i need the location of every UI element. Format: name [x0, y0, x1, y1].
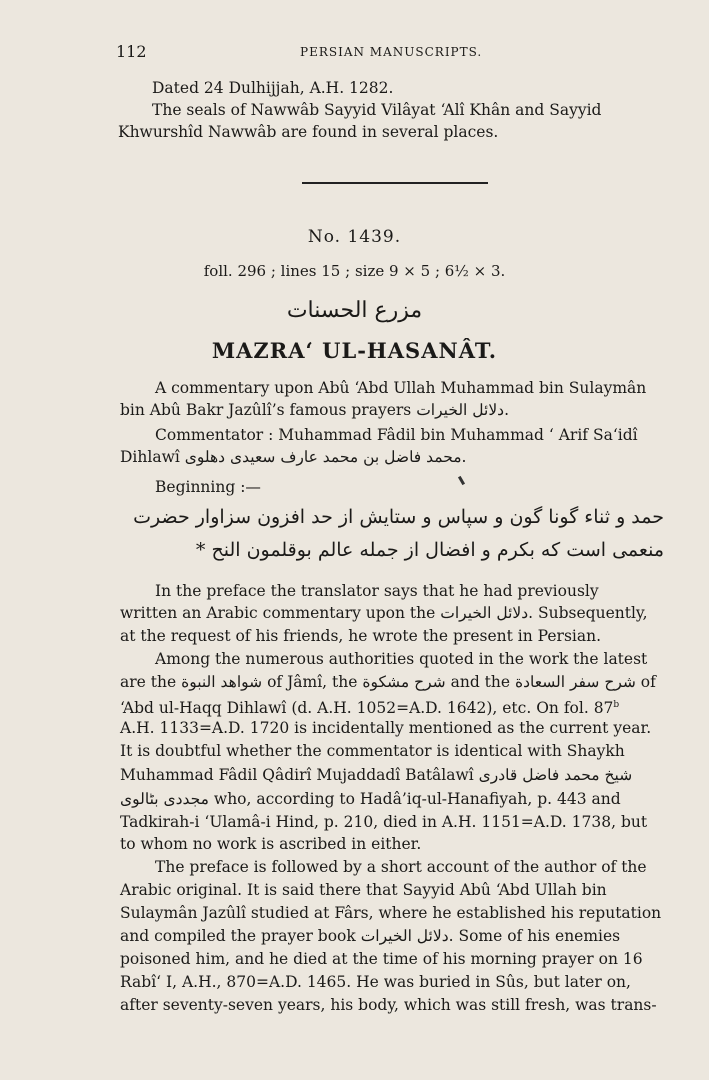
para4-line1: Among the numerous authorities quoted in the work the latest: [155, 650, 648, 668]
entry-title: MAZRA‘ UL-HASANÂT.: [211, 338, 498, 363]
text-run: bin Abû Bakr Jazûlî’s famous prayers: [120, 401, 412, 419]
text-run: who, according to Hadâ’iq-ul-Hanafiyah, p. 443 and: [213, 790, 621, 808]
para3-line1: In the preface the translator says that he had previously: [155, 582, 599, 600]
text-run: .: [504, 401, 510, 419]
para5-line4: [120, 925, 620, 947]
arabic-run: شرح سفر السعادة: [515, 673, 636, 691]
arabic-run: مجددی بٹالوی: [120, 790, 209, 808]
para4-line9: to whom no work is ascribed in either.: [120, 835, 422, 853]
arabic-run: شواهد النبوة: [181, 673, 263, 691]
text-run: . Some of his enemies: [448, 927, 621, 945]
arabic-run: دلائل الخيرات: [440, 604, 529, 622]
para1-line1: A commentary upon Abû ‘Abd Ullah Muhammad bin Sulaymân: [155, 379, 647, 397]
para4-line2: [120, 671, 656, 693]
entry-number: No. 1439.: [307, 227, 402, 247]
para5-line2: Arabic original. It is said there that Sayyid Abû ‘Abd Ullah bin: [120, 881, 607, 899]
commentator-line2: [120, 446, 466, 468]
folio-superscript: b: [613, 700, 620, 710]
seals-line-1: The seals of Nawwâb Sayyid Vilâyat ‘Alî Khân and Sayyid: [152, 101, 602, 119]
title-arabic: مزرع الحسنات: [286, 298, 423, 323]
text-run: ‘Abd ul-Haqq Dihlawî (d. A.H. 1052=A.D. 1642), etc. On fol. 87: [120, 699, 614, 718]
arabic-run: محمد فاضل بن محمد عارف سعيدی دهلوی: [184, 448, 462, 466]
para4-line7: [120, 788, 621, 810]
para4-line8: Tadkirah-i ‘Ulamâ-i Hind, p. 210, died in A.H. 1151=A.D. 1738, but: [120, 813, 648, 831]
para5-line1: The preface is followed by a short account of the author of the: [155, 858, 647, 876]
text-run: written an Arabic commentary upon the: [120, 604, 436, 622]
para4-line6: [120, 764, 632, 786]
text-run: and the: [450, 673, 511, 691]
section-divider: [302, 182, 488, 184]
para3-line3: at the request of his friends, he wrote the present in Persian.: [120, 627, 602, 645]
text-run: and compiled the prayer book: [120, 927, 356, 945]
para5-line7: after seventy-seven years, his body, which was still fresh, was trans-: [120, 996, 657, 1014]
para4-line4: A.H. 1133=A.D. 1720 is incidentally mentioned as the current year.: [120, 719, 652, 737]
arabic-run: دلائل الخيرات: [360, 927, 449, 945]
running-title: PERSIAN MANUSCRIPTS.: [300, 45, 483, 59]
commentator-line1: Commentator : Muhammad Fâdil bin Muhammad ‘ Arif Sa‘idî: [155, 426, 638, 444]
seals-line-2: Khwurshîd Nawwâb are found in several places.: [118, 123, 499, 141]
text-run: . Subsequently,: [528, 604, 648, 622]
dated-line: Dated 24 Dulhijjah, A.H. 1282.: [152, 79, 394, 97]
ink-mark: [458, 476, 465, 485]
para4-line3: [120, 694, 619, 719]
para1-line2: [120, 399, 509, 421]
text-run: .: [461, 448, 467, 466]
para5-line3: Sulaymân Jazûlî studied at Fârs, where he established his reputation: [120, 904, 662, 922]
folio-description: foll. 296 ; lines 15 ; size 9 × 5 ; 6½ × 3.: [203, 262, 506, 280]
beginning-label: Beginning :—: [155, 478, 261, 496]
running-header: [116, 42, 636, 64]
text-run: Dihlawî: [120, 448, 180, 466]
text-run: of: [640, 673, 656, 691]
text-run: are the: [120, 673, 177, 691]
arabic-run: شیخ محمد فاضل قادری: [478, 766, 633, 784]
text-run: of Jâmî, the: [267, 673, 358, 691]
para5-line5: poisoned him, and he died at the time of his morning prayer on 16: [120, 950, 643, 968]
para4-line5: It is doubtful whether the commentator is identical with Shaykh: [120, 742, 625, 760]
arabic-run: شرح مشکوة: [362, 673, 446, 691]
para3-line2: [120, 602, 648, 624]
incipit-line1: حمد و ثناء گونا گون و سپاس و ستایش از حد افزون سزاوار حضرت: [133, 506, 664, 528]
incipit-line2: منعمی است که بکرم و افضال از جمله عالم بوقلمون النح *: [195, 539, 664, 561]
page-number: 112: [116, 42, 147, 61]
text-run: Muhammad Fâdil Qâdirî Mujaddadî Batâlawî: [120, 766, 474, 784]
para5-line6: Rabî‘ I, A.H., 870=A.D. 1465. He was buried in Sûs, but later on,: [120, 973, 631, 991]
arabic-run: دلائل الخيرات: [416, 401, 505, 419]
